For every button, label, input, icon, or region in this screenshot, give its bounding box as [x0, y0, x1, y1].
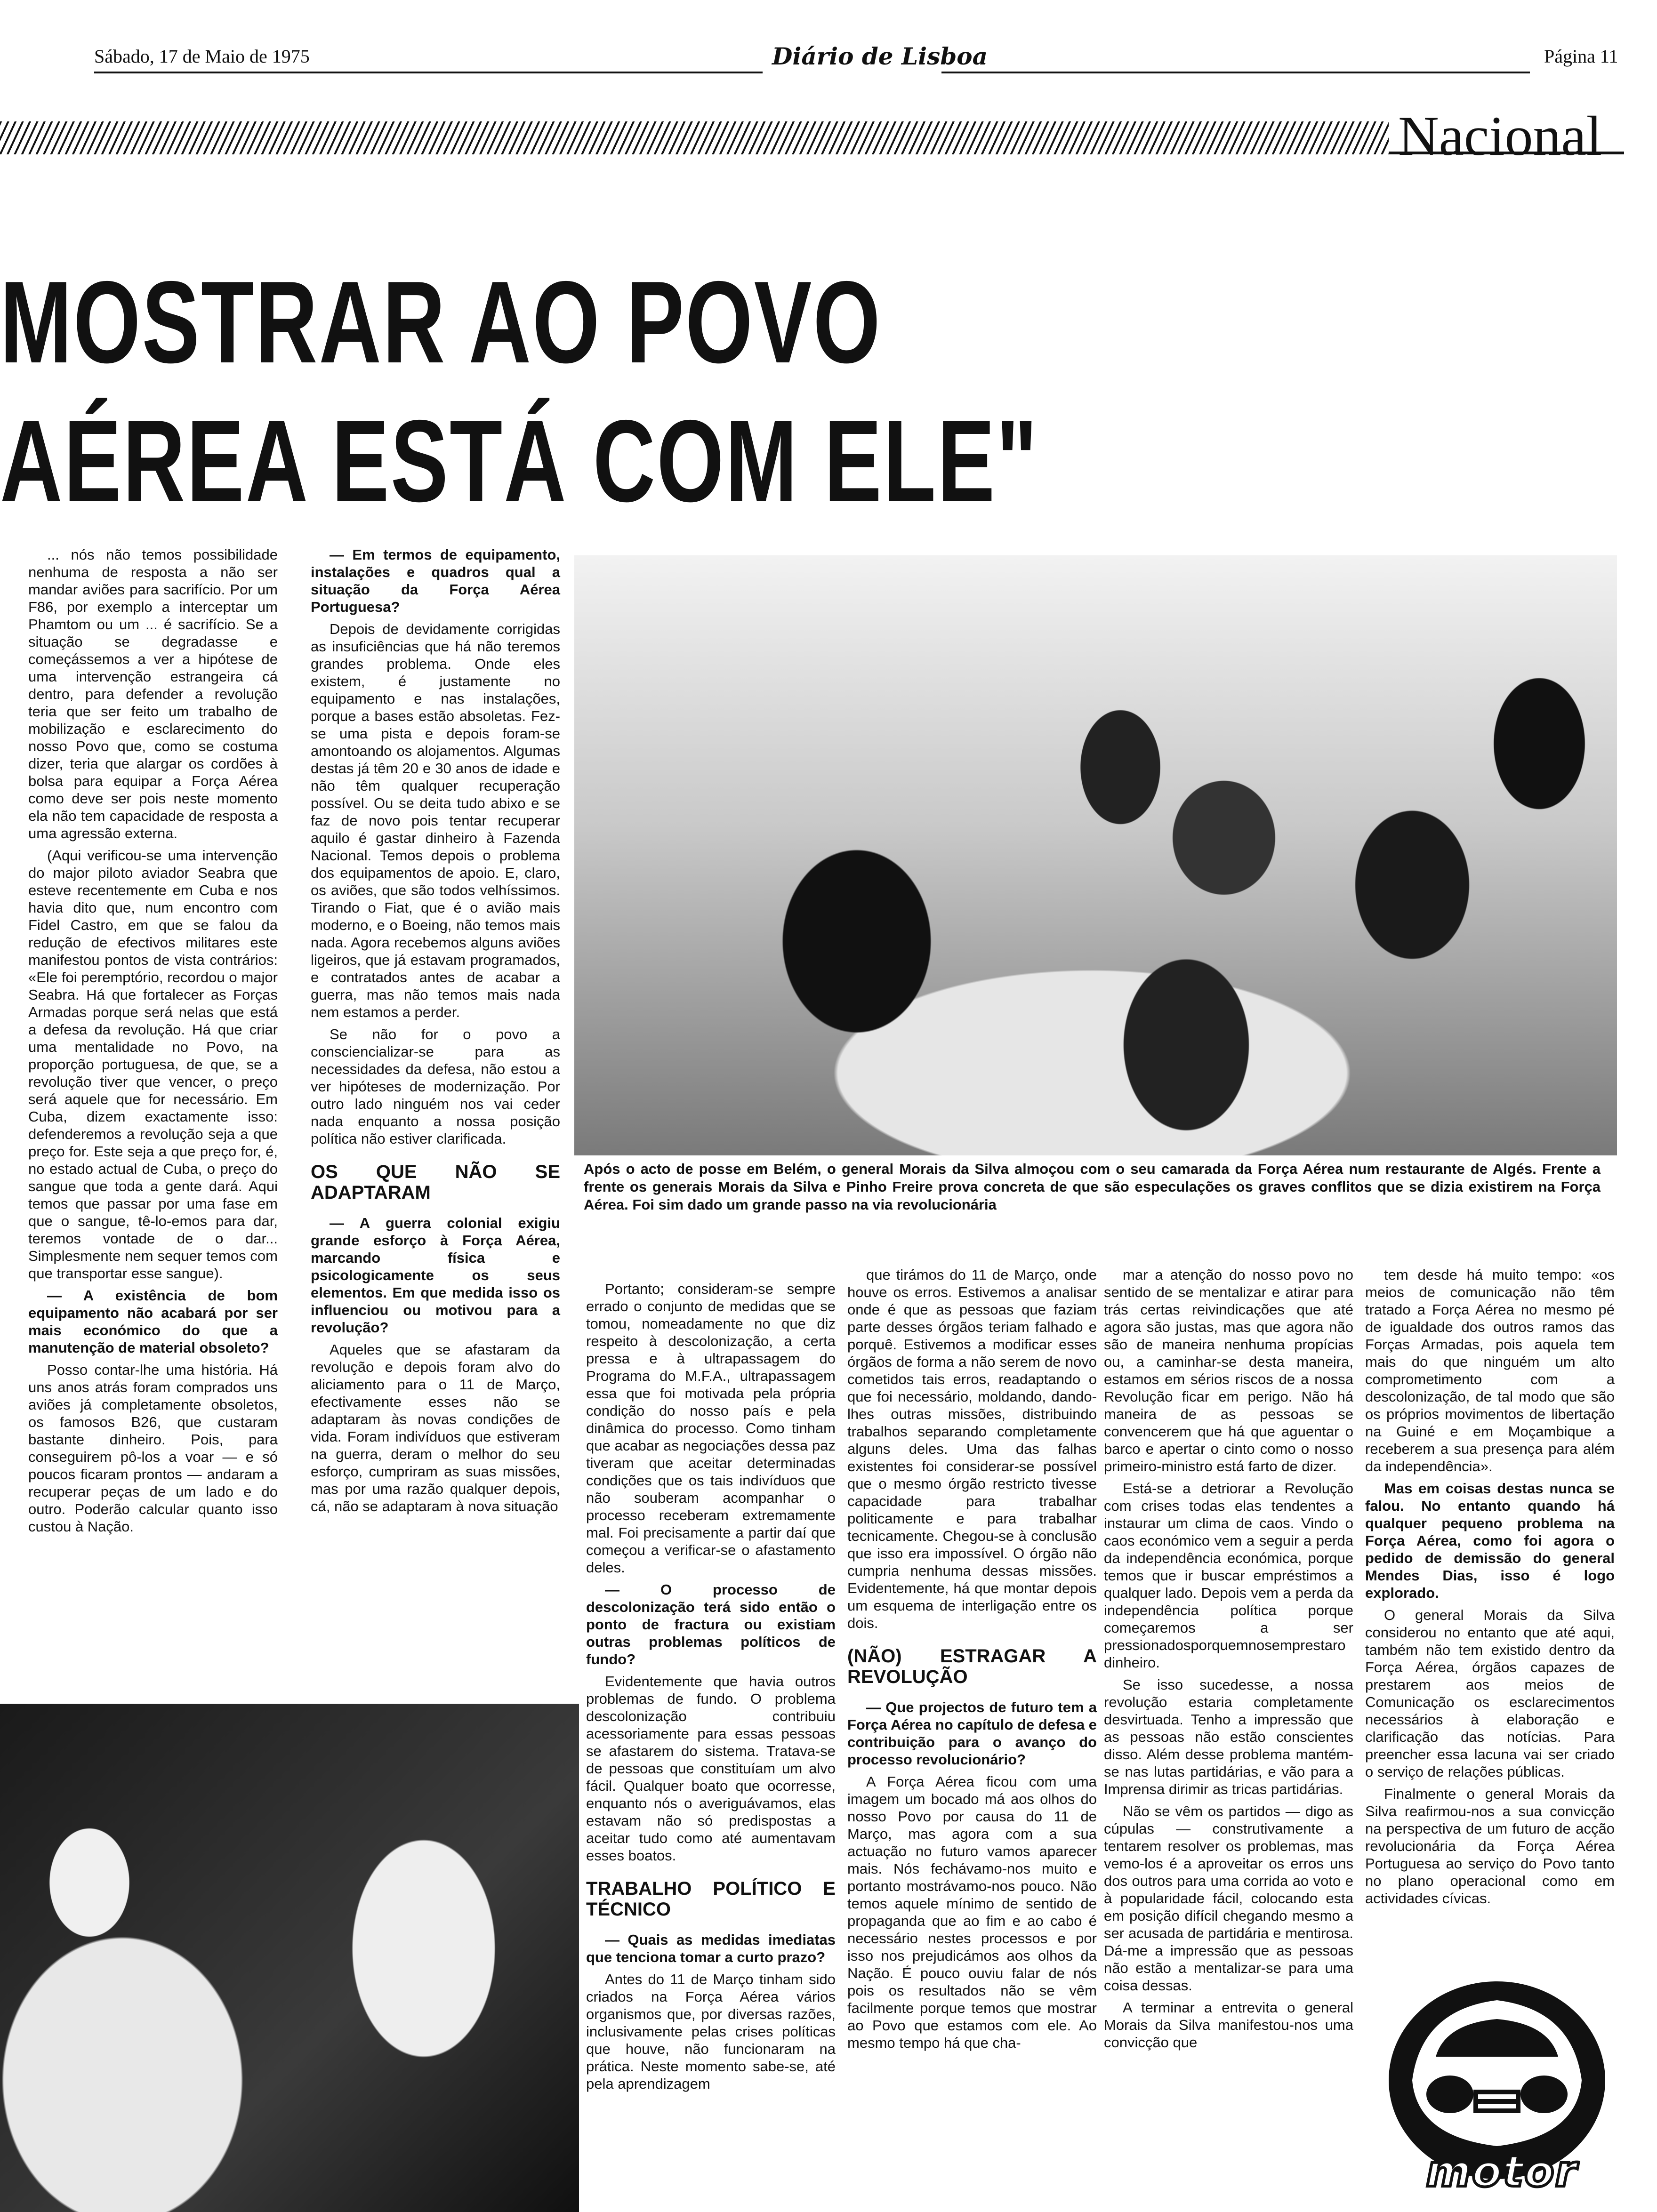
- interview-question: — A guerra colonial exigiu grande esforço à Força Aérea, marcando física e psicologicamente os seus elementos. Em que medida isso os influenciou ou motivou para a revolução?: [311, 1214, 560, 1336]
- main-photo-lunch: [574, 555, 1617, 1155]
- interview-question: — O processo de descolonização terá sido então o ponto de fractura ou existiam outras problemas políticos de fundo?: [586, 1581, 836, 1668]
- interview-question: — A existência de bom equipamento não acabará por ser mais económico do que a manutenção de material obsoleto?: [28, 1287, 278, 1356]
- article-column-4: [847, 1266, 1097, 2056]
- paragraph: A Força Aérea ficou com uma imagem um bocado má aos olhos do nosso Povo por causa do 11 de Março, mas agora com a sua actuação no futuro vamos aparecer mais. Nós fechávamo-nos muito e portanto mostrávamo-nos pouco. Não temos aquele mínimo de sentido de propaganda que ao fim e ao cabo é necessário nestes processos e por isso nos prejudicámos aos olhos da Nação. É pouco ouviu falar de nós pois os resultados não se vêm facilmente porque temos que mostrar ao Povo que estamos com ele. Ao mesmo tempo há que cha-: [847, 1773, 1097, 2051]
- paragraph: Depois de devidamente corrigidas as insuficiências que há não teremos grandes problema. Onde eles existem, é justamente no equipamento e nas instalações, porque a bases estão absoletas. Fez-se uma pista e depois foram-se amontoando os alojamentos. Algumas destas já têm 20 e 30 anos de idade e não têm qualquer recuperação possível. Ou se deita tudo abixo e se faz de novo pois tentar recuperar aquilo é gastar dinheiro à Fazenda Nacional. Temos depois o problema dos equipamentos de apoio. E, claro, os aviões, que são todos velhíssimos. Tirando o Fiat, que é o avião mais moderno, e o Boeing, não temos mais nada. Agora recebemos alguns aviões ligeiros, que já estavam programados, e contratados antes de acabar a guerra, mas não temos mais nada nem estamos a perder.: [311, 621, 560, 1020]
- paragraph: Aqueles que se afastaram da revolução e depois foram alvo do aliciamento para o 11 de Março, efectivamente esses não se adaptaram às novas condições de vida. Foram indivíduos que estiveram na guerra, deram o melhor do seu esforço, cumpriram as suas missões, mas por uma razão qualquer depois, cá, não se adaptaram à nova situação: [311, 1341, 560, 1515]
- page-number: Página 11: [1544, 46, 1618, 67]
- paragraph: O general Morais da Silva considerou no entanto que até aqui, também não tem existido dentro da Força Aérea, órgãos capazes de prestarem aos meios de Comunicação os esclarecimentos necessários à elaboração e clarificação das notícias. Para preencher essa lacuna vai ser criado o serviço de relações públicas.: [1365, 1607, 1615, 1780]
- header-rule-left: [94, 72, 763, 73]
- header-rule-right: [941, 72, 1530, 73]
- interview-question: — Quais as medidas imediatas que tenciona tomar a curto prazo?: [586, 1931, 836, 1966]
- article-column-1: [28, 546, 278, 1540]
- paragraph: Antes do 11 de Março tinham sido criados na Força Aérea vários organismos que, por diversas razões, inclusivamente pelas crises políticas que houve, não funcionaram na prática. Neste momento sabe-se, até pela aprendizagem: [586, 1971, 836, 2092]
- interview-question: — Em termos de equipamento, instalações e quadros qual a situação da Força Aérea Portuguesa?: [311, 546, 560, 616]
- paragraph: tem desde há muito tempo: «os meios de comunicação não têm tratado a Força Aérea no mesmo pé de igualdade dos outros ramos das Forças Armadas, pois aquela tem mais do que ninguém um alto comprometimento com a descolonização, de tal modo que são os próprios movimentos de libertação na Guiné e em Moçambique a receberem a sua presença para além da independência».: [1365, 1266, 1615, 1475]
- headline-line-1: MOSTRAR AO POVO: [0, 256, 882, 387]
- article-column-3: [586, 1280, 836, 2097]
- article-column-2: [311, 546, 560, 1520]
- paragraph: Evidentemente que havia outros problemas de fundo. O problema descolonização contribuiu acessoriamente para essas pessoas se afastarem do sistema. Tratava-se de pessoas que constituíam um alvo fácil. Qualquer boato que ocorresse, enquanto nós o averiguávamos, elas estavam não só predispostas a aceitar tudo como até aumentavam esses boatos.: [586, 1673, 836, 1864]
- paragraph: (Aqui verificou-se uma intervenção do major piloto aviador Seabra que esteve recentemente em Cuba e nos havia dito que, num encontro com Fidel Castro, em que se falou da redução de efectivos militares este manifestou pontos de vista contrários: «Ele foi peremptório, recordou o major Seabra. Há que fortalecer as Forças Armadas porque será nelas que está a defesa da revolução. Há que criar uma mentalidade no Povo, na proporção portuguesa, de que, se a revolução tiver que vencer, o preço será aquele que for necessário. Em Cuba, dizem exactamente isso: defenderemos a revolução seja a que preço for. Este seja a que preço for, é, no estado actual de Cuba, o preço do sangue que toda a gente dará. Aqui temos que passar por uma fase em que o sangue, tê-lo-emos para dar, teremos vontade de o dar... Simplesmente nem sequer temos com que transportar esse sangue).: [28, 847, 278, 1282]
- paragraph: A terminar a entrevita o general Morais da Silva manifestou-nos uma convicção que: [1104, 1999, 1353, 2051]
- subheading: TRABALHO POLÍTICO E TÉCNICO: [586, 1878, 836, 1920]
- inset-photo-general: [0, 1704, 579, 2212]
- subheading: (NÃO) ESTRAGAR A REVOLUÇÃO: [847, 1646, 1097, 1687]
- paragraph: Se isso sucedesse, a nossa revolução estaria completamente desvirtuada. Tenho a impressão que as pessoas não estão conscientes disso. Além desse problema mantém-se nas lutas partidárias, e vão para a Imprensa dirimir as tricas partidárias.: [1104, 1676, 1353, 1797]
- paragraph: Está-se a detriorar a Revolução com crises todas elas tendentes a instaurar um clima de caos. Vindo o caos económico vem a seguir a perda da independência económica, porque temos que ir buscar empréstimos a qualquer lado. Depois vem a perda da independência política porque começaremos a ser pressionadosporquemnosemprestaro dinheiro.: [1104, 1480, 1353, 1671]
- paragraph: ... nós não temos possibilidade nenhuma de resposta a não ser mandar aviões para sacrifício. Por um F86, por exemplo a interceptar um Phamtom ou um ... é sacrifício. Se a situação se degradasse e começássemos a ver a hipótese de uma intervenção estrangeira cá dentro, para defender a revolução teria que ser feito um trabalho de mobilização e esclarecimento do nosso Povo que, como se costuma dizer, teria que alargar os cordões à bolsa para equipar a Força Aérea como deve ser pois neste momento ela não tem capacidade de resposta a uma agressão externa.: [28, 546, 278, 842]
- masthead: Diário de Lisboa: [772, 42, 988, 70]
- section-title: Nacional: [1398, 104, 1602, 167]
- paragraph: Não se vêm os partidos — digo as cúpulas — construtivamente a tentarem resolver os problemas, mas vemo-los é a aproveitar os erros uns dos outros para uma corrida ao voto e à popularidade fácil, colocando esta em posição difícil chegando mesmo a ser acusada de partidária e mentirosa. Dá-me a impressão que as pessoas não estão a mentalizar-se para uma coisa dessas.: [1104, 1803, 1353, 1994]
- paragraph: Finalmente o general Morais da Silva reafirmou-nos a sua convicção na perspectiva de um futuro de acção revolucionária da Força Aérea Portuguesa ao serviço do Povo tanto no plano operacional como em actividades cívicas.: [1365, 1786, 1615, 1907]
- paragraph: mar a atenção do nosso povo no sentido de se mentalizar e atirar para trás certas reivindicações que até agora são justas, mas que agora não são de maneira nenhuma propícias ou, a caminhar-se desta maneira, estamos em sérios riscos de a nossa Revolução ficar em perigo. Não há maneira de as pessoas se convencerem que há que aguentar o barco e apertar o cinto como o nosso primeiro-ministro está farto de dizer.: [1104, 1266, 1353, 1475]
- article-column-6: [1365, 1266, 1615, 1912]
- article-column-5: [1104, 1266, 1353, 2056]
- paragraph-bold: Mas em coisas destas nunca se falou. No entanto quando há qualquer pequeno problema na Força Aérea, como foi agora o pedido de demissão do general Mendes Dias, isso é logo explorado.: [1365, 1480, 1615, 1601]
- motor-logo-text: motor: [1426, 2146, 1577, 2196]
- section-hatch-bar: [0, 121, 1389, 154]
- paragraph: Se não for o povo a consciencializar-se para as necessidades da defesa, não estou a ver hipóteses de modernização. Por outro lado ninguém nos vai ceder nada enquanto a nossa posição política não estiver clarificada.: [311, 1026, 560, 1147]
- subheading: OS QUE NÃO SE ADAPTARAM: [311, 1162, 560, 1203]
- headline-line-2: AÉREA ESTÁ COM ELE": [0, 395, 1039, 526]
- paragraph: que tirámos do 11 de Março, onde houve os erros. Estivemos a analisar onde é que as pessoas que faziam parte desses órgãos teriam falhado e porquê. Estivemos a modificar esses órgãos de forma a não serem de novo cometidos tais erros, readaptando o que foi necessário, moldando, dando-lhes outras missões, distribuindo trabalhos separando completamente alguns deles. Uma das falhas existentes foi considerar-se possível que o mesmo órgão restricto tivesse capacidade para trabalhar politicamente e para trabalhar tecnicamente. Chegou-se à conclusão que isso era impossível. O órgão não cumpria nenhuma dessas missões. Evidentemente, há que montar depois um esquema de interligação entre os dois.: [847, 1266, 1097, 1631]
- photo-caption: Após o acto de posse em Belém, o general Morais da Silva almoçou com o seu camarada da Força Aérea num restaurante de Algés. Frente a frente os generais Morais da Silva e Pinho Freire prova concreta de que são especulações os graves conflitos que se dizia existirem na Força Aérea. Foi sim dado um grande passo na via revolucionária: [584, 1161, 1601, 1213]
- interview-question: — Que projectos de futuro tem a Força Aérea no capítulo de defesa e contribuição para o avanço do processo revolucionário?: [847, 1699, 1097, 1768]
- paragraph: Posso contar-lhe uma história. Há uns anos atrás foram comprados uns aviões já completamente obsoletos, os famosos B26, que custaram bastante dinheiro. Pois, para conseguirem pô-los a voar — e só poucos ficaram prontos — andaram a recuperar peças de um lado e do outro. Poderão calcular quanto isso custou à Nação.: [28, 1362, 278, 1535]
- paragraph: Portanto; consideram-se sempre errado o conjunto de medidas que se tomou, nomeadamente no que diz respeito à descolonização, a certa pressa e à ultrapassagem do Programa do M.F.A., ultrapassagem essa que foi motivada pela própria condição do nosso país e pela dinâmica do processo. Como tinham que acabar as negociações dessa paz tiveram que aceitar determinadas condições que os tais indivíduos que não souberam acompanhar o processo receberam extremamente mal. Foi precisamente a partir daí que começou a verificar-se o afastamento deles.: [586, 1281, 836, 1576]
- issue-date: Sábado, 17 de Maio de 1975: [94, 46, 310, 67]
